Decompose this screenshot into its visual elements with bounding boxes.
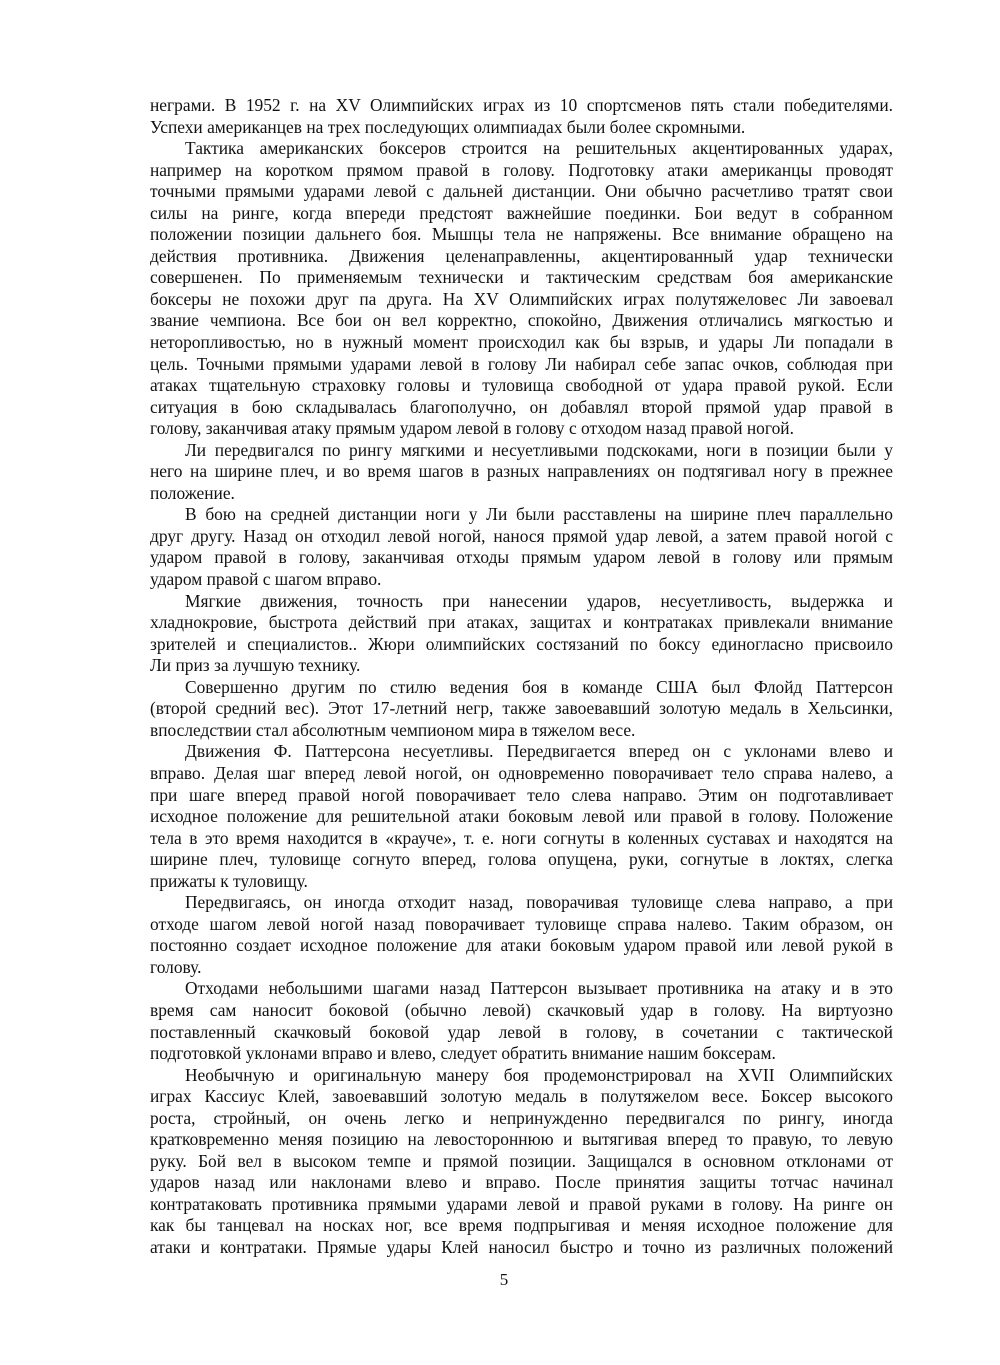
paragraph (150, 504, 893, 590)
text-line: боксеры не похожи друг па друга. На XV Олимпийских играх полутяжеловес Ли завоевал (150, 288, 893, 309)
text-line: друг другу. Назад он отходил левой ногой, нанося прямой удар левой, а затем правой ногой с (150, 525, 893, 546)
text-line: вправо. Делая шаг вперед левой ногой, он одновременно поворачивает тело справа налево, а (150, 762, 893, 783)
text-line: играх Кассиус Клей, завоевавший золотую медаль в полутяжелом весе. Боксер высокого (150, 1086, 893, 1107)
text-line: совершенен. По применяемым технически и тактическим средствам боя американские (150, 267, 893, 288)
text-line: отходе шагом левой ногой назад поворачивает туловище справа налево. Таким образом, он (150, 913, 893, 934)
text-line: подготовкой уклонами вправо и влево, следует обратить внимание нашим боксерам. (150, 1043, 776, 1064)
text-line: голову. (150, 956, 202, 977)
text-line: Передвигаясь, он иногда отходит назад, поворачивая туловище слева направо, а при (185, 892, 893, 913)
text-line: кратковременно меняя позицию на левостороннюю и вытягивая вперед то правую, то левую (150, 1129, 893, 1150)
text-line: роста, стройный, он очень легко и непринужденно передвигался по рингу, иногда (150, 1107, 893, 1128)
text-line: неторопливостью, но в нужный момент происходил как бы взрыв, и удары Ли попадали в (150, 332, 893, 353)
text-line: действия противника. Движения целенаправленны, акцентированный удар технически (150, 245, 893, 266)
paragraph (150, 1065, 893, 1259)
paragraph (150, 892, 893, 978)
text-line: ударов назад или наклонами влево и вправо. После принятия защиты тотчас начинал (150, 1172, 893, 1193)
text-line: Совершенно другим по стилю ведения боя в команде США был Флойд Паттерсон (185, 676, 893, 697)
paragraph (150, 138, 893, 440)
paragraph (150, 677, 893, 742)
text-line: поставленный скачковый боковой удар левой в голову, в сочетании с тактической (150, 1021, 893, 1042)
text-line: например на коротком прямом правой в голову. Подготовку атаки американцы проводят (150, 159, 893, 180)
paragraph (150, 440, 893, 505)
page-body (150, 95, 893, 1259)
page-number: 5 (499, 1270, 509, 1289)
text-line: ударом правой в голову, заканчивая отходы прямым ударом левой в голову или прямым (150, 547, 893, 568)
text-line: руку. Бой вел в высоком темпе и прямой позиции. Защищался в основном отклонами от (150, 1150, 893, 1171)
text-line: силы на ринге, когда впереди предстоят важнейшие поединки. Бои ведут в собранном (150, 202, 893, 223)
text-line: ситуация в бою складывалась благополучно, он добавлял второй прямой удар правой в (150, 396, 893, 417)
text-line: положении позиции дальнего боя. Мышцы тела не напряжены. Все внимание обращено на (150, 224, 893, 245)
text-line: Тактика американских боксеров строится на решительных акцентированных ударах, (185, 138, 893, 159)
text-line: В бою на средней дистанции ноги у Ли были расставлены на ширине плеч параллельно (185, 504, 893, 525)
paragraph (150, 591, 893, 677)
text-line: Ли приз за лучшую технику. (150, 655, 361, 676)
text-line: (второй средний вес). Этот 17-летний негр, также завоевавший золотую медаль в Хельсинки, (150, 698, 893, 719)
text-line: Успехи американцев на трех последующих олимпиадах были более скромными. (150, 116, 746, 137)
text-line: точными прямыми ударами левой с дальней дистанции. Они обычно расчетливо тратят свои (150, 181, 893, 202)
text-line: Отходами небольшими шагами назад Паттерсон вызывает противника на атаку и в это (185, 978, 893, 999)
text-line: зрителей и специалистов.. Жюри олимпийских состязаний по боксу единогласно присвоило (150, 633, 893, 654)
paragraph (150, 95, 893, 138)
paragraph (150, 741, 893, 892)
text-line: хладнокровие, быстрота действий при атаках, защитах и контратаках привлекали внимание (150, 612, 893, 633)
text-line: исходное положение для решительной атаки боковым левой или правой в голову. Положение (150, 806, 893, 827)
paragraph (150, 978, 893, 1064)
text-line: неграми. В 1952 г. на XV Олимпийских играх из 10 спортсменов пять стали победителями. (150, 95, 893, 115)
text-line: цель. Точными прямыми ударами левой в голову Ли набирал себе запас очков, соблюдая при (150, 353, 893, 374)
text-line: контратаковать противника прямыми ударами левой и правой руками в голову. На ринге он (150, 1193, 893, 1214)
text-line: ударом правой с шагом вправо. (150, 569, 382, 590)
text-line: Движения Ф. Паттерсона несуетливы. Передвигается вперед он с уклонами влево и (185, 741, 893, 762)
text-line: положение. (150, 482, 235, 503)
text-line: голову, заканчивая атаку прямым ударом левой в голову с отходом назад правой ногой. (150, 418, 794, 439)
text-line: ширине плеч, туловище согнуто вперед, голова опущена, руки, согнутые в локтях, слегка (150, 849, 893, 870)
text-line: Необычную и оригинальную манеру боя продемонстрировал на XVII Олимпийских (185, 1064, 893, 1085)
text-line: при шаге вперед правой ногой поворачивает тело слева направо. Этим он подготавливает (150, 784, 893, 805)
text-line: как бы танцевал на носках ног, все время подпрыгивая и меняя исходное положение для (150, 1215, 893, 1236)
text-line: впоследствии стал абсолютным чемпионом мира в тяжелом весе. (150, 719, 636, 740)
text-line: Ли передвигался по рингу мягкими и несуетливыми подскоками, ноги в позиции были у (185, 439, 893, 460)
text-line: прижаты к туловищу. (150, 870, 308, 891)
text-line: атаки и контратаки. Прямые удары Клей наносил быстро и точно из различных положений (150, 1236, 893, 1257)
text-line: Мягкие движения, точность при нанесении ударов, несуетливость, выдержка и (185, 590, 893, 611)
text-line: постоянно создает исходное положение для атаки боковым ударом правой или левой рукой в (150, 935, 893, 956)
text-line: звание чемпиона. Все бои он вел корректно, спокойно, Движения отличались мягкостью и (150, 310, 893, 331)
text-line: тела в это время находится в «крауче», т. е. ноги согнуты в коленных суставах и находятся на (150, 827, 893, 848)
text-line: время сам наносит боковой (обычно левой) скачковый удар в голову. На виртуозно (150, 999, 893, 1020)
text-line: атаках тщательную страховку головы и туловища свободной от удара правой рукой. Если (150, 375, 893, 396)
text-line: него на ширине плеч, и во время шагов в разных направлениях он подтягивал ногу в прежнее (150, 461, 893, 482)
